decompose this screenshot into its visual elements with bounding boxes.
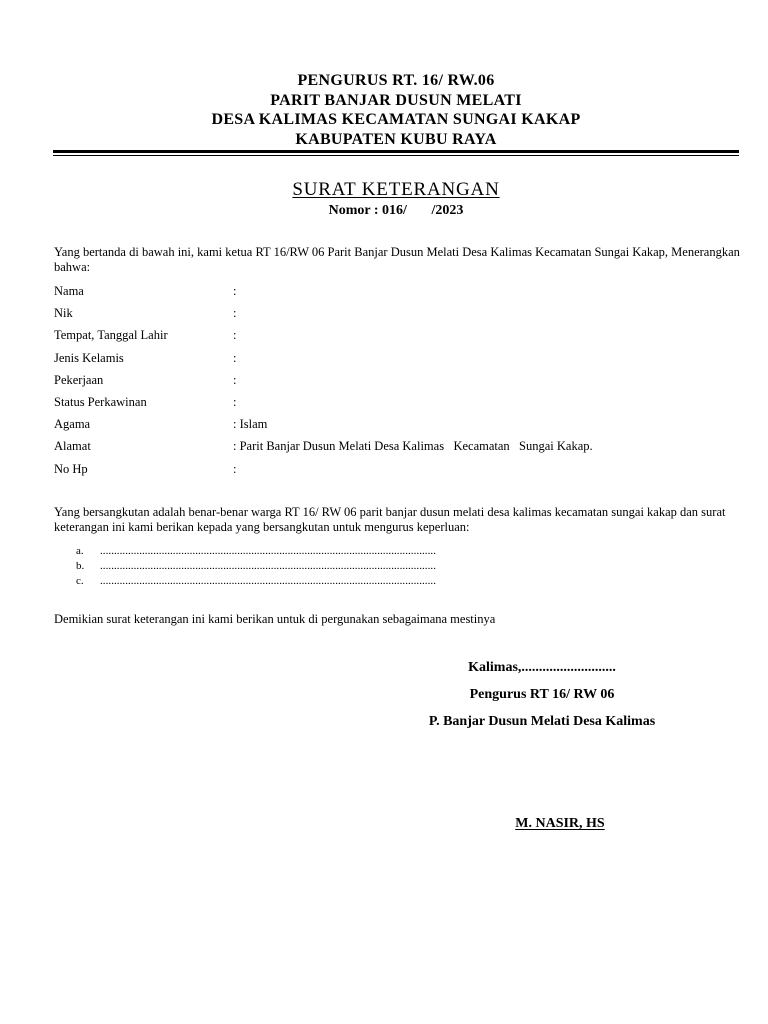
- field-row-agama: [54, 417, 744, 439]
- field-value: :: [233, 350, 237, 365]
- signature-place-date: Kalimas,...........................: [468, 660, 616, 675]
- field-row-status-perkawinan: [54, 395, 744, 417]
- document-title-text: SURAT KETERANGAN: [292, 179, 500, 200]
- list-item: [76, 575, 676, 590]
- field-value: :: [233, 372, 237, 387]
- signer-name: [380, 816, 740, 832]
- field-label: No Hp: [54, 461, 88, 476]
- field-label: Nama: [54, 284, 84, 298]
- field-value: : Parit Banjar Dusun Melati Desa Kalimas Kecamatan Sungai Kakap.: [233, 439, 593, 454]
- list-blank-line: ........................................................................................................................: [100, 575, 436, 587]
- statement-paragraph: Yang bersangkutan adalah benar-benar warga RT 16/ RW 06 parit banjar dusun melati desa kalimas kecamatan sungai kakap dan surat keterangan ini kami berikan kepada yang bersangkutan untuk mengurus keperluan:: [54, 505, 726, 534]
- field-value: :: [233, 328, 237, 343]
- field-row-nama: [54, 284, 744, 306]
- field-value: :: [233, 284, 237, 298]
- field-row-nik: [54, 306, 744, 328]
- field-value: :: [233, 394, 237, 409]
- closing-sentence: Demikian surat keterangan ini kami berikan untuk di pergunakan sebagaimana mestinya: [54, 612, 496, 626]
- field-row-alamat: [54, 439, 744, 461]
- field-label: Tempat, Tanggal Lahir: [54, 328, 168, 343]
- letterhead: [0, 71, 768, 149]
- document-number: Nomor : 016/ /2023: [328, 203, 464, 218]
- letterhead-line-4: KABUPATEN KUBU RAYA: [295, 130, 497, 148]
- field-label: Status Perkawinan: [54, 394, 147, 409]
- list-marker: a.: [76, 545, 84, 557]
- field-row-tempat-tanggal-lahir: [54, 328, 744, 350]
- signature-role: Pengurus RT 16/ RW 06: [469, 687, 615, 702]
- list-marker: b.: [76, 560, 85, 572]
- letterhead-divider-thick: [53, 150, 739, 153]
- signer-name-text: M. NASIR, HS: [515, 816, 605, 831]
- field-row-jenis-kelamis: [54, 351, 744, 373]
- field-value: : Islam: [233, 417, 268, 432]
- field-row-pekerjaan: [54, 373, 744, 395]
- signature-organization: P. Banjar Dusun Melati Desa Kalimas: [428, 714, 656, 729]
- list-blank-line: ........................................................................................................................: [100, 545, 436, 557]
- letterhead-line-1: PENGURUS RT. 16/ RW.06: [297, 72, 495, 89]
- list-item: [76, 560, 676, 575]
- letterhead-divider-thin: [53, 155, 739, 156]
- field-label: Jenis Kelamis: [54, 350, 124, 365]
- identity-fields: [54, 284, 744, 484]
- field-label: Nik: [54, 306, 73, 321]
- field-value: :: [233, 306, 237, 321]
- field-label: Agama: [54, 417, 91, 432]
- field-label: Alamat: [54, 439, 91, 454]
- letterhead-line-3: DESA KALIMAS KECAMATAN SUNGAI KAKAP: [211, 111, 581, 128]
- field-value: :: [233, 461, 237, 476]
- purpose-list: [76, 545, 676, 590]
- field-label: Pekerjaan: [54, 372, 104, 387]
- field-row-no-hp: [54, 462, 744, 484]
- signature-block: [380, 660, 704, 741]
- list-blank-line: ........................................................................................................................: [100, 560, 436, 572]
- list-item: [76, 545, 676, 560]
- intro-paragraph: Yang bertanda di bawah ini, kami ketua RT 16/RW 06 Parit Banjar Dusun Melati Desa Kalimas Kecamatan Sungai Kakap, Menerangkan bahwa:: [54, 245, 740, 274]
- list-marker: c.: [76, 575, 84, 587]
- letterhead-line-2: PARIT BANJAR DUSUN MELATI: [270, 91, 522, 109]
- document-title: [0, 179, 768, 201]
